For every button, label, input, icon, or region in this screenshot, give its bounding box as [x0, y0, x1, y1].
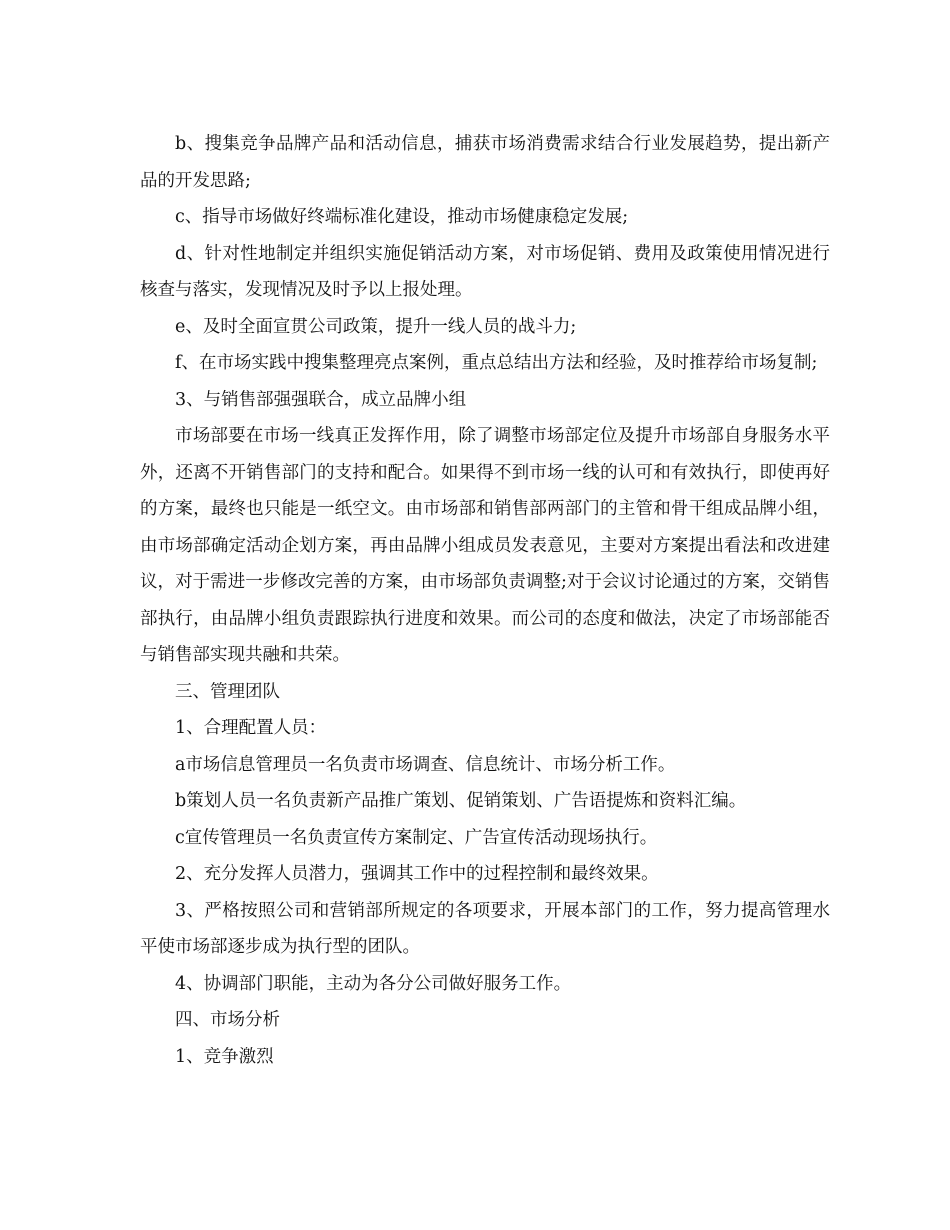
heading-brand-team: 3、与销售部强强联合，成立品牌小组 [175, 389, 467, 410]
paragraph-b-competitor-info: b、搜集竞争品牌产品和活动信息，捕获市场消费需求结合行业发展趋势，提出新产品的开发思路; [140, 134, 830, 191]
paragraph-potential: 2、充分发挥人员潜力，强调其工作中的过程控制和最终效果。 [175, 864, 659, 884]
paragraph-staff-c: c宣传管理员一名负责宣传方案制定、广告宣传活动现场执行。 [175, 827, 658, 848]
document-page [140, 126, 830, 1075]
section-heading-market-analysis: 四、市场分析 [175, 1010, 280, 1030]
paragraph-requirements: 3、严格按照公司和营销部所规定的各项要求，开展本部门的工作，努力提高管理水平使市场部逐步成为执行型的团队。 [140, 900, 830, 957]
paragraph-coordination: 4、协调部门职能，主动为各分公司做好服务工作。 [175, 973, 572, 994]
paragraph-market-department-role: 市场部要在市场一线真正发挥作用，除了调整市场部定位及提升市场部自身服务水平外，还离不开销售部门的支持和配合。如果得不到市场一线的认可和有效执行，即使再好的方案，最终也只能是一纸空文。由市场部和销售部两部门的主管和骨干组成品牌小组，由市场部确定活动企划方案，再由品牌小组成员发表意见，主要对方案提出看法和改进建议，对于需进一步修改完善的方案，由市场部负责调整;对于会议讨论通过的方案，交销售部执行，由品牌小组负责跟踪执行进度和效果。而公司的态度和做法，决定了市场部能否与销售部实现共融和共荣。 [140, 426, 830, 665]
paragraph-d-promotion-plan: d、针对性地制定并组织实施促销活动方案，对市场促销、费用及政策使用情况进行核查与落实，发现情况及时予以上报处理。 [140, 243, 830, 300]
section-heading-management-team: 三、管理团队 [175, 681, 280, 702]
heading-staffing: 1、合理配置人员： [175, 718, 327, 738]
paragraph-c-terminal-standard: c、指导市场做好终端标准化建设，推动市场健康稳定发展; [175, 207, 629, 227]
paragraph-f-case-study: f、在市场实践中搜集整理亮点案例，重点总结出方法和经验，及时推荐给市场复制; [175, 353, 818, 373]
paragraph-staff-b: b策划人员一名负责新产品推广策划、促销策划、广告语提炼和资料汇编。 [175, 791, 747, 811]
heading-competition: 1、竞争激烈 [175, 1046, 274, 1067]
paragraph-e-policy: e、及时全面宣贯公司政策，提升一线人员的战斗力; [175, 316, 577, 337]
paragraph-staff-a: a市场信息管理员一名负责市场调查、信息统计、市场分析工作。 [175, 754, 676, 775]
